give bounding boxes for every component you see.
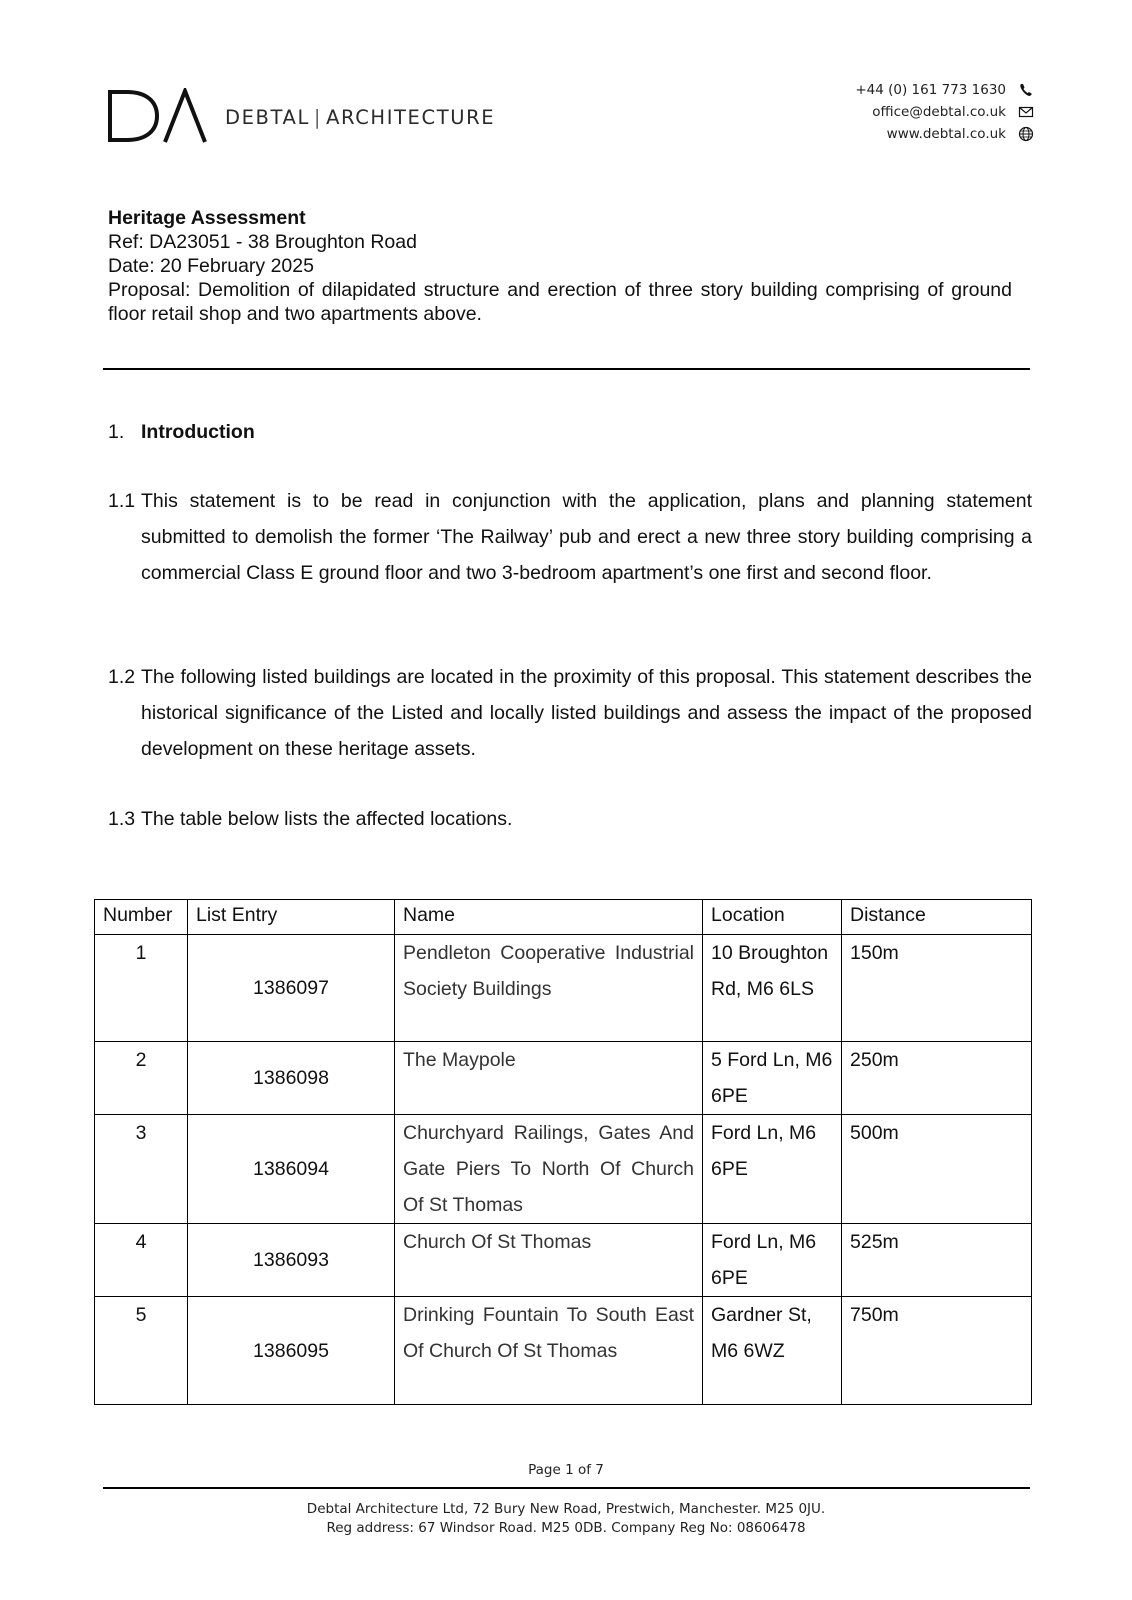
header-number: Number [95,900,188,935]
table-header-row [95,900,1032,935]
document-title: Heritage Assessment [108,207,306,229]
brand-company: DEBTAL [225,105,310,129]
section-number: 1. [108,421,125,443]
document-proposal: Proposal: Demolition of dilapidated structure and erection of three story building comprising of ground floor retail shop and two apartments above. [108,279,1012,325]
cell-list-entry: 1386094 [188,1115,395,1224]
page-number: Page 1 of 7 [528,1462,604,1478]
cell-list-entry: 1386098 [188,1042,395,1115]
contact-phone: +44 (0) 161 773 1630 [855,82,1006,98]
cell-distance: 525m [842,1224,1032,1297]
paragraph-1-3 [108,801,1032,837]
cell-number: 4 [95,1224,188,1297]
cell-list-entry: 1386095 [188,1297,395,1405]
contact-block [855,79,1034,145]
cell-distance: 250m [842,1042,1032,1115]
globe-icon [1018,126,1034,142]
header-list-entry: List Entry [188,900,395,935]
contact-email: office@debtal.co.uk [872,104,1006,120]
section-title: Introduction [141,421,255,443]
cell-name: The Maypole [395,1042,703,1115]
header-location: Location [703,900,842,935]
section-heading [108,421,255,444]
footer-divider [103,1487,1030,1489]
header-name: Name [395,900,703,935]
cell-name: Churchyard Railings, Gates And Gate Piers To North Of Church Of St Thomas [395,1115,703,1224]
brand-division: ARCHITECTURE [326,105,496,129]
envelope-icon [1018,104,1034,120]
paragraph-number: 1.2 [108,666,136,688]
cell-name: Drinking Fountain To South East Of Church Of St Thomas [395,1297,703,1405]
header-divider [103,368,1030,370]
footer-registration: Reg address: 67 Windsor Road. M25 0DB. Company Reg No: 08606478 [326,1520,806,1536]
table-row [95,1297,1032,1405]
document-ref: Ref: DA23051 - 38 Broughton Road [108,231,417,253]
cell-location: Gardner St, M6 6WZ [703,1297,842,1405]
cell-list-entry: 1386093 [188,1224,395,1297]
table-row [95,935,1032,1042]
cell-name: Church Of St Thomas [395,1224,703,1297]
cell-list-entry: 1386097 [188,935,395,1042]
page-footer [0,1500,1132,1538]
document-date: Date: 20 February 2025 [108,255,314,277]
table-row [95,1042,1032,1115]
da-logo-mark-icon [107,88,211,144]
cell-number: 5 [95,1297,188,1405]
footer-address: Debtal Architecture Ltd, 72 Bury New Road, Prestwich, Manchester. M25 0JU. [306,1501,826,1517]
cell-distance: 750m [842,1297,1032,1405]
cell-location: Ford Ln, M6 6PE [703,1224,842,1297]
phone-icon [1018,82,1034,98]
cell-distance: 500m [842,1115,1032,1224]
cell-distance: 150m [842,935,1032,1042]
paragraph-number: 1.3 [108,808,136,830]
header-distance: Distance [842,900,1032,935]
paragraph-1-1 [108,483,1032,591]
cell-location: Ford Ln, M6 6PE [703,1115,842,1224]
paragraph-number: 1.1 [108,490,136,512]
cell-name: Pendleton Cooperative Industrial Society Buildings [395,935,703,1042]
contact-website: www.debtal.co.uk [886,126,1006,142]
paragraph-text: This statement is to be read in conjunction with the application, plans and planning statement submitted to demolish the former ‘The Railway’ pub and erect a new three story building comprising a commercial Class E ground floor and two 3-bedroom apartment’s one first and second floor. [141,490,1032,584]
listed-buildings-table [94,899,1032,1405]
cell-location: 5 Ford Ln, M6 6PE [703,1042,842,1115]
company-logo: DEBTAL | ARCHITECTURE [107,86,527,146]
paragraph-1-2 [108,659,1032,767]
cell-location: 10 Broughton Rd, M6 6LS [703,935,842,1042]
paragraph-text: The table below lists the affected locations. [141,808,513,830]
cell-number: 1 [95,935,188,1042]
cell-number: 2 [95,1042,188,1115]
paragraph-text: The following listed buildings are located in the proximity of this proposal. This statement describes the historical significance of the Listed and locally listed buildings and assess the impact of the proposed development on these heritage assets. [141,666,1032,760]
table-row [95,1224,1032,1297]
table-row [95,1115,1032,1224]
document-header [108,206,1012,326]
cell-number: 3 [95,1115,188,1224]
